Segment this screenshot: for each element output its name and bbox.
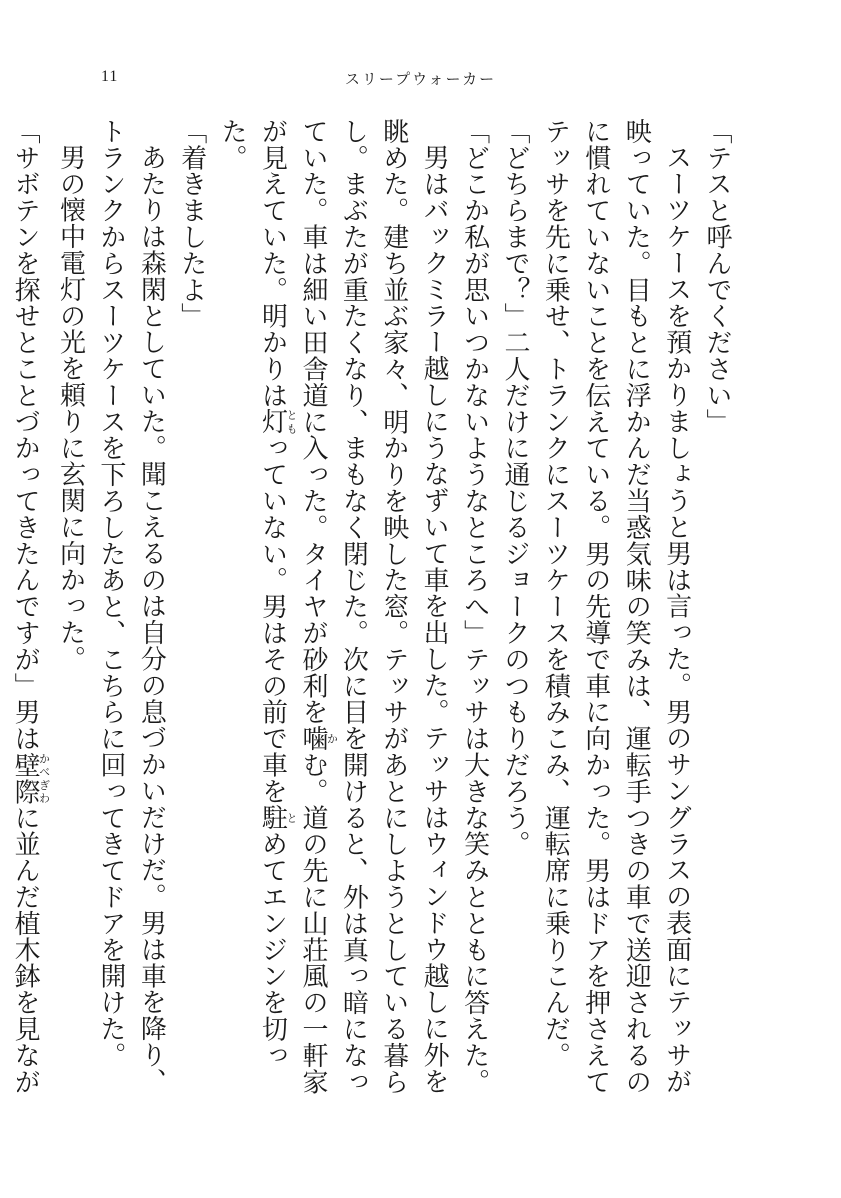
ruby-reading-ka: か	[325, 725, 339, 752]
paragraph-7: あたりは森閑としていた。聞こえるのは自分の息づかいだけだ。男は車を降り、トランクからスーツケースを下ろしたあと、こちらに回ってきてドアを開けた。	[95, 118, 167, 1095]
ruby-ka: 噛か	[297, 725, 339, 752]
paragraph-9: 「サボテンを探せとことづかってきたんですが」男は壁際かべぎわに並んだ植木鉢を見なが	[10, 118, 51, 1095]
paragraph-8: 男の懐中電灯の光を頼りに玄関に向かった。	[55, 144, 86, 672]
ruby-tomo: 灯とも	[257, 408, 299, 435]
paragraph-6: 「着きましたよ」	[176, 118, 207, 330]
paragraph-4: 「どこか私が思いつかないようなところへ」テッサは大きな笑みとともに答えた。	[459, 118, 490, 1095]
ruby-kabegiwa: 壁際かべぎわ	[10, 751, 51, 805]
ruby-reading-to: と	[285, 804, 299, 831]
paragraph-3: 「どちらまで？」二人だけに通じるジョークのつもりだろう。	[499, 118, 530, 858]
paragraph-2: スーツケースを預かりましょうと男は言った。男のサングラスの表面にテッサが映っていた。目もとに浮かんだ当惑気味の笑みは、運転手つきの車で送迎されるのに慣れていないことを伝えている。男の先導で車に向かった。男はドアを押さえてテッサを先に乗せ、トランクにスーツケースを積みこみ、運転席に乗りこんだ。	[540, 118, 692, 1095]
ruby-to: 駐と	[257, 804, 299, 831]
running-title: スリープウォーカー	[344, 70, 497, 88]
ruby-reading-kabegiwa: かべぎわ	[37, 751, 51, 805]
paragraph-1: 「テスと呼んでください」	[702, 118, 732, 435]
page-number: 11	[101, 68, 119, 85]
paragraph-5: 男はバックミラー越しにうなずいて車を出した。テッサはウィンドウ越しに外を眺めた。建ち並ぶ家々、明かりを映した窓。テッサがあとにしようとしている暮らし。まぶたが重たくなり、まもなく閉じた。次に目を開けると、外は真っ暗になっていた。車は細い田舎道に入った。タイヤが砂利を噛かむ。道の先に山荘風の一軒家が見えていた。明かりは灯ともっていない。男はその前で車を駐とめてエンジンを切った。	[217, 118, 450, 1095]
ruby-reading-tomo: とも	[285, 408, 299, 435]
novel-body-text	[10, 118, 737, 1108]
